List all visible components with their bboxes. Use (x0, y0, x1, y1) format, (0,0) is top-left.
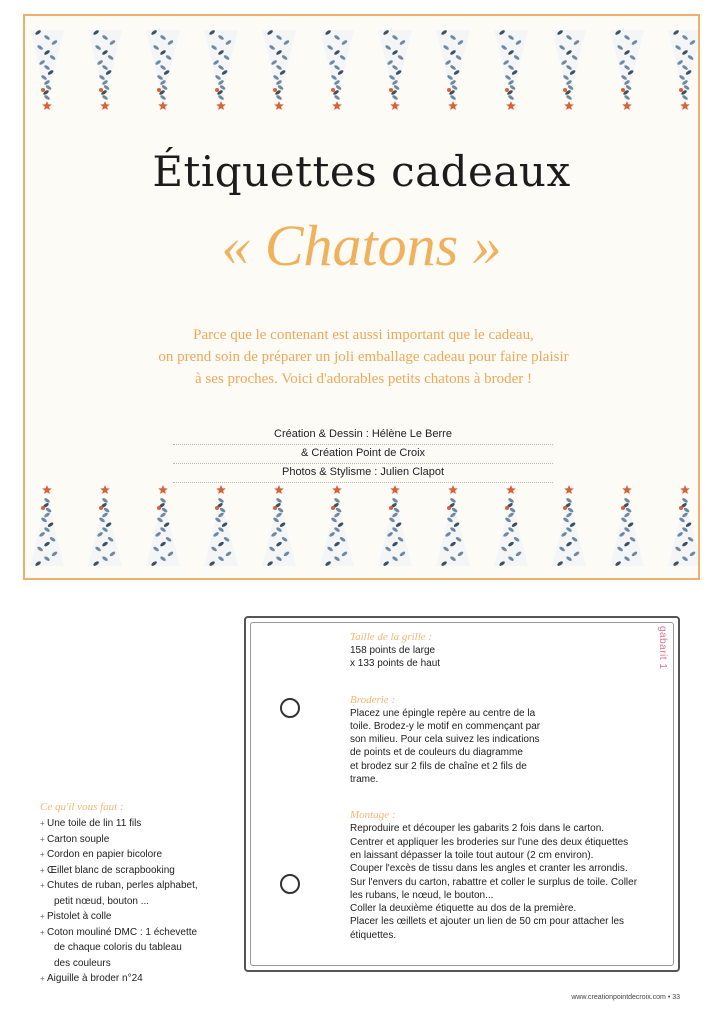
tree-icon (552, 485, 586, 567)
star-icon (506, 101, 516, 110)
item-continuation: des couleurs (54, 957, 111, 969)
intro-line: à ses proches. Voici d'adorables petits chatons à broder ! (194, 371, 533, 387)
tree-icon (262, 29, 296, 110)
tree-pattern (25, 480, 700, 580)
page-footer: www.creationpointdecroix.com • 33 (571, 994, 680, 1001)
list-item (40, 863, 240, 879)
materials-title: Ce qu'il vous faut : (40, 801, 124, 813)
text-line: et brodez sur 2 fils de chaîne et 2 fils de (350, 760, 527, 772)
credit-line: Création & Dessin : Hélène Le Berre (173, 426, 553, 445)
tree-icon (494, 485, 528, 567)
section-text (350, 644, 670, 671)
star-icon (158, 101, 168, 110)
item-text: Coton mouliné DMC : 1 échevette (47, 926, 198, 938)
text-line: son milieu. Pour cela suivez les indications (350, 734, 540, 746)
star-icon (622, 101, 632, 110)
list-item (40, 878, 240, 909)
text-line: en laissant dépasser la toile tout autour (2 cm environ). (350, 849, 594, 861)
text-line: Sur l'envers du carton, rabattre et coller le surplus de toile. Coller (350, 876, 638, 888)
star-icon (332, 101, 342, 110)
star-icon (100, 101, 110, 110)
star-icon (216, 101, 226, 110)
header-panel (23, 14, 700, 580)
text-line: x 133 points de haut (350, 658, 441, 670)
text-line: trame. (350, 774, 379, 786)
list-item (40, 925, 240, 972)
tree-icon (320, 485, 354, 567)
star-icon (680, 101, 690, 110)
item-text: Chutes de ruban, perles alphabet, (47, 880, 198, 891)
tree-icon (494, 29, 528, 110)
tree-icon (610, 485, 644, 567)
tree-icon (146, 485, 180, 567)
item-text: Pistolet à colle (47, 911, 112, 922)
intro-line: Parce que le contenant est aussi important que le cadeau, (193, 327, 534, 343)
section-title: Montage : (350, 809, 396, 822)
list-item (40, 832, 240, 848)
list-item (40, 816, 240, 832)
tree-icon (436, 485, 470, 567)
star-icon (332, 485, 342, 494)
star-icon (622, 485, 632, 494)
star-icon (448, 485, 458, 494)
credits (173, 426, 553, 483)
star-icon (274, 101, 284, 110)
text-line: Placez une épingle repère au centre de la (350, 707, 536, 719)
item-text: Œillet blanc de scrapbooking (47, 864, 175, 876)
tree-icon (88, 29, 122, 110)
template-label: gabarit 1 (657, 626, 668, 670)
page-subtitle: « Chatons » (221, 213, 502, 278)
materials-list (40, 800, 240, 987)
punch-hole-icon (280, 874, 300, 894)
tree-icon (378, 29, 412, 110)
star-icon (564, 101, 574, 110)
section-title: Broderie : (350, 693, 396, 706)
punch-hole-icon (280, 698, 300, 718)
inverted-tree-pattern (25, 16, 700, 116)
text-line: étiquettes. (350, 929, 397, 941)
tree-icon (204, 29, 238, 110)
text-line: Couper l'excès de tissu dans les angles et cranter les arrondis. (350, 863, 628, 875)
intro-line: on prend soin de préparer un joli emballage cadeau pour faire plaisir (158, 349, 569, 365)
card-instructions (350, 630, 670, 942)
tree-border-top (25, 16, 698, 116)
star-icon (390, 485, 400, 494)
tree-icon (88, 485, 122, 567)
star-icon (100, 485, 110, 494)
tree-icon (610, 29, 644, 110)
tree-icon (30, 29, 64, 110)
star-icon (42, 101, 52, 110)
tree-border-bottom (25, 480, 698, 580)
tree-icon (552, 29, 586, 110)
item-text: Aiguille à broder n°24 (47, 973, 143, 984)
tree-icon (668, 29, 700, 110)
page-title: Étiquettes cadeaux (152, 147, 571, 196)
text-line: Reproduire et découper les gabarits 2 fois dans le carton. (350, 823, 605, 835)
tree-icon (30, 485, 64, 567)
text-line: les rubans, le nœud, le bouton... (350, 889, 494, 901)
star-icon (564, 485, 574, 494)
text-line: toile. Brodez-y le motif en commençant par (350, 720, 541, 732)
item-text: Cordon en papier bicolore (47, 849, 163, 860)
credit-line: Photos & Stylisme : Julien Clapot (173, 464, 553, 483)
tree-icon (668, 485, 700, 567)
intro-paragraph (135, 324, 592, 390)
tree-icon (320, 29, 354, 110)
star-icon (680, 485, 690, 494)
section-text (350, 707, 670, 787)
star-icon (448, 101, 458, 110)
list-item (40, 847, 240, 863)
credit-line: & Création Point de Croix (173, 445, 553, 464)
text-line: Centrer et appliquer les broderies sur l'une des deux étiquettes (350, 836, 629, 848)
star-icon (158, 485, 168, 494)
tree-icon (378, 485, 412, 567)
item-text: Carton souple (47, 833, 110, 845)
item-continuation: petit nœud, bouton ... (54, 895, 150, 907)
section-title: Taille de la grille : (350, 631, 433, 643)
tree-icon (204, 485, 238, 567)
item-continuation: de chaque coloris du tableau (54, 942, 182, 953)
item-text: Une toile de lin 11 fils (47, 818, 142, 829)
star-icon (42, 485, 52, 494)
list-item (40, 909, 240, 925)
list-item (40, 971, 240, 987)
text-line: 158 points de large (350, 645, 436, 656)
tree-icon (146, 29, 180, 110)
tree-icon (436, 29, 470, 110)
tree-icon (262, 485, 296, 567)
star-icon (506, 485, 516, 494)
text-line: Placer les œillets et ajouter un lien de 50 cm pour attacher les (350, 916, 625, 928)
section-text (350, 822, 670, 942)
star-icon (274, 485, 284, 494)
star-icon (216, 485, 226, 494)
template-card (244, 616, 680, 972)
text-line: Coller la deuxième étiquette au dos de la première. (350, 903, 577, 915)
text-line: de points et de couleurs du diagramme (350, 747, 523, 759)
star-icon (390, 101, 400, 110)
